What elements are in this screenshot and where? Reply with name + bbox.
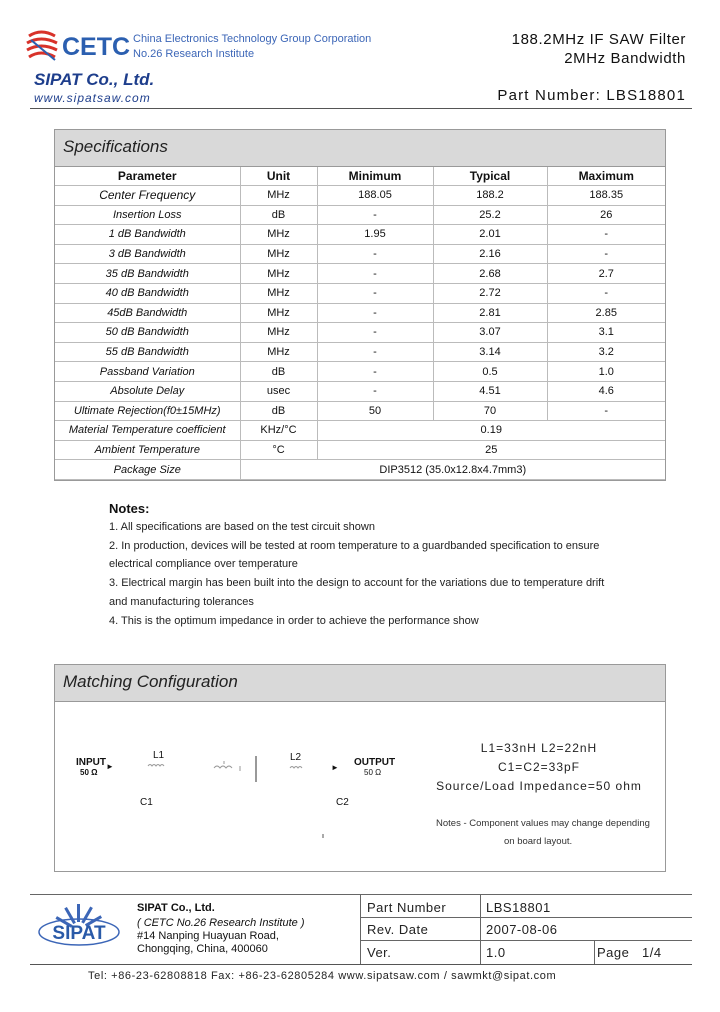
- matching-circuit-diagram: [140, 756, 340, 846]
- param-name: Insertion Loss: [55, 205, 240, 225]
- product-subtitle: 2MHz Bandwidth: [564, 50, 686, 67]
- note-line: 4. This is the optimum impedance in order to achieve the performance show: [109, 615, 479, 627]
- unit-cell: MHz: [240, 283, 317, 303]
- footer-institute: ( CETC No.26 Research Institute ): [137, 917, 305, 929]
- param-name: Ambient Temperature: [55, 440, 240, 460]
- footer-part-number-label: Part Number: [367, 900, 447, 915]
- matching-note-line-1: Notes - Component values may change depending: [436, 818, 650, 829]
- corp-line-1: China Electronics Technology Group Corporation: [133, 33, 372, 45]
- product-title: 188.2MHz IF SAW Filter: [511, 31, 686, 48]
- table-row: [55, 362, 665, 382]
- footer: [30, 894, 692, 964]
- output-impedance: 50 Ω: [364, 768, 382, 777]
- specifications-table: [55, 167, 665, 480]
- table-row: [55, 421, 665, 441]
- note-line: 1. All specifications are based on the test circuit shown: [109, 521, 375, 533]
- table-row: [55, 205, 665, 225]
- table-row: [55, 401, 665, 421]
- max-cell: 3.1: [547, 323, 665, 343]
- output-label: OUTPUT: [354, 757, 396, 768]
- value-cell: 25: [317, 440, 665, 460]
- footer-ver-label: Ver.: [367, 945, 392, 960]
- max-cell: 2.85: [547, 303, 665, 323]
- param-name: Ultimate Rejection(f0±15MHz): [55, 401, 240, 421]
- min-cell: -: [317, 264, 433, 284]
- footer-rev-date-label: Rev. Date: [367, 922, 429, 937]
- value-cell: 0.19: [317, 421, 665, 441]
- input-impedance: 50 Ω: [80, 768, 98, 777]
- max-cell: -: [547, 225, 665, 245]
- sipat-logo-icon: [36, 902, 122, 958]
- param-name: 45dB Bandwidth: [55, 303, 240, 323]
- typ-cell: 0.5: [433, 362, 547, 382]
- table-row: [55, 381, 665, 401]
- notes-title: Notes:: [109, 501, 150, 516]
- param-name: 35 dB Bandwidth: [55, 264, 240, 284]
- min-cell: -: [317, 342, 433, 362]
- min-cell: -: [317, 362, 433, 382]
- unit-cell: dB: [240, 401, 317, 421]
- c1-label: C1: [140, 797, 153, 808]
- footer-page-label: Page: [597, 945, 630, 960]
- table-row: [55, 342, 665, 362]
- note-line: electrical compliance over temperature: [109, 558, 298, 570]
- min-cell: 1.95: [317, 225, 433, 245]
- typ-cell: 25.2: [433, 205, 547, 225]
- corp-line-2: No.26 Research Institute: [133, 48, 255, 60]
- typ-cell: 3.14: [433, 342, 547, 362]
- min-cell: 50: [317, 401, 433, 421]
- max-cell: 3.2: [547, 342, 665, 362]
- note-line: 3. Electrical margin has been built into the design to account for the variations due to temperature drift: [109, 577, 605, 589]
- max-cell: -: [547, 244, 665, 264]
- typ-cell: 2.16: [433, 244, 547, 264]
- table-row: [55, 303, 665, 323]
- param-name: 3 dB Bandwidth: [55, 244, 240, 264]
- min-cell: 188.05: [317, 186, 433, 206]
- sipat-logo-text: SIPAT: [52, 923, 106, 944]
- max-cell: 2.7: [547, 264, 665, 284]
- footer-part-number-value: LBS18801: [486, 900, 551, 915]
- max-cell: 4.6: [547, 381, 665, 401]
- component-values-capacitors: C1=C2=33pF: [497, 760, 581, 774]
- table-row: [55, 244, 665, 264]
- contact-info: Tel: +86-23-62808818 Fax: +86-23-62805284 www.sipatsaw.com / sawmkt@sipat.com: [88, 970, 557, 982]
- param-name: Passband Variation: [55, 362, 240, 382]
- unit-cell: MHz: [240, 186, 317, 206]
- param-name: Center Frequency: [55, 186, 240, 206]
- column-header: Minimum: [317, 167, 433, 186]
- corporation-name: [133, 32, 371, 62]
- package-value-cell: DIP3512 (35.0x12.8x4.7mm3): [240, 460, 665, 480]
- output-arrow-icon: ►: [331, 763, 339, 772]
- unit-cell: MHz: [240, 264, 317, 284]
- company-name: SIPAT Co., Ltd.: [34, 70, 155, 89]
- component-values-inductors: L1=33nH L2=22nH: [480, 741, 598, 755]
- table-row: [55, 225, 665, 245]
- typ-cell: 2.01: [433, 225, 547, 245]
- column-header: Maximum: [547, 167, 665, 186]
- unit-cell: KHz/°C: [240, 421, 317, 441]
- unit-cell: MHz: [240, 244, 317, 264]
- footer-divider: [30, 964, 692, 965]
- footer-rev-date-value: 2007-08-06: [486, 922, 558, 937]
- typ-cell: 3.07: [433, 323, 547, 343]
- param-name: Material Temperature coefficient: [55, 421, 240, 441]
- max-cell: 188.35: [547, 186, 665, 206]
- min-cell: -: [317, 303, 433, 323]
- matching-band: [55, 665, 665, 702]
- cetc-logo-text: CETC: [62, 33, 131, 61]
- max-cell: -: [547, 283, 665, 303]
- unit-cell: dB: [240, 362, 317, 382]
- table-row: [55, 264, 665, 284]
- input-label: INPUT: [76, 757, 106, 768]
- input-arrow-icon: ►: [106, 762, 114, 771]
- footer-address-1: #14 Nanping Huayuan Road,: [137, 930, 279, 942]
- max-cell: 26: [547, 205, 665, 225]
- footer-page-value: 1/4: [642, 945, 662, 960]
- unit-cell: °C: [240, 440, 317, 460]
- specifications-title: Specifications: [63, 137, 168, 156]
- l2-label: L2: [290, 752, 302, 763]
- column-header: Parameter: [55, 167, 240, 186]
- unit-cell: MHz: [240, 323, 317, 343]
- website-link[interactable]: www.sipatsaw.com: [34, 91, 151, 105]
- column-header: Typical: [433, 167, 547, 186]
- table-header-row: [55, 167, 665, 186]
- max-cell: -: [547, 401, 665, 421]
- note-line: and manufacturing tolerances: [109, 596, 254, 608]
- min-cell: -: [317, 283, 433, 303]
- unit-cell: usec: [240, 381, 317, 401]
- param-name: 50 dB Bandwidth: [55, 323, 240, 343]
- matching-note-line-2: on board layout.: [504, 836, 573, 847]
- table-row: [55, 283, 665, 303]
- table-row: [55, 323, 665, 343]
- min-cell: -: [317, 244, 433, 264]
- footer-ver-value: 1.0: [486, 945, 506, 960]
- specifications-band: [55, 130, 665, 167]
- unit-cell: MHz: [240, 342, 317, 362]
- footer-company: SIPAT Co., Ltd.: [137, 902, 215, 914]
- param-name: 1 dB Bandwidth: [55, 225, 240, 245]
- min-cell: -: [317, 205, 433, 225]
- l1-label: L1: [153, 750, 165, 761]
- source-load-impedance: Source/Load Impedance=50 ohm: [436, 779, 642, 793]
- param-name: 55 dB Bandwidth: [55, 342, 240, 362]
- param-name: Absolute Delay: [55, 381, 240, 401]
- unit-cell: MHz: [240, 225, 317, 245]
- unit-cell: MHz: [240, 303, 317, 323]
- matching-title: Matching Configuration: [63, 672, 238, 691]
- specifications-section: [54, 129, 666, 481]
- unit-cell: dB: [240, 205, 317, 225]
- typ-cell: 188.2: [433, 186, 547, 206]
- min-cell: -: [317, 381, 433, 401]
- typ-cell: 4.51: [433, 381, 547, 401]
- table-row: [55, 440, 665, 460]
- note-line: 2. In production, devices will be tested at room temperature to a guardbanded specification to ensure: [109, 540, 600, 552]
- header-divider: [30, 108, 692, 109]
- typ-cell: 2.81: [433, 303, 547, 323]
- param-name: Package Size: [55, 460, 240, 480]
- table-row: [55, 186, 665, 206]
- typ-cell: 2.72: [433, 283, 547, 303]
- column-header: Unit: [240, 167, 317, 186]
- param-name: 40 dB Bandwidth: [55, 283, 240, 303]
- min-cell: -: [317, 323, 433, 343]
- typ-cell: 2.68: [433, 264, 547, 284]
- footer-address-2: Chongqing, China, 400060: [137, 943, 268, 955]
- c2-label: C2: [336, 797, 349, 808]
- typ-cell: 70: [433, 401, 547, 421]
- table-row: [55, 460, 665, 480]
- header-part-number: Part Number: LBS18801: [497, 87, 686, 104]
- max-cell: 1.0: [547, 362, 665, 382]
